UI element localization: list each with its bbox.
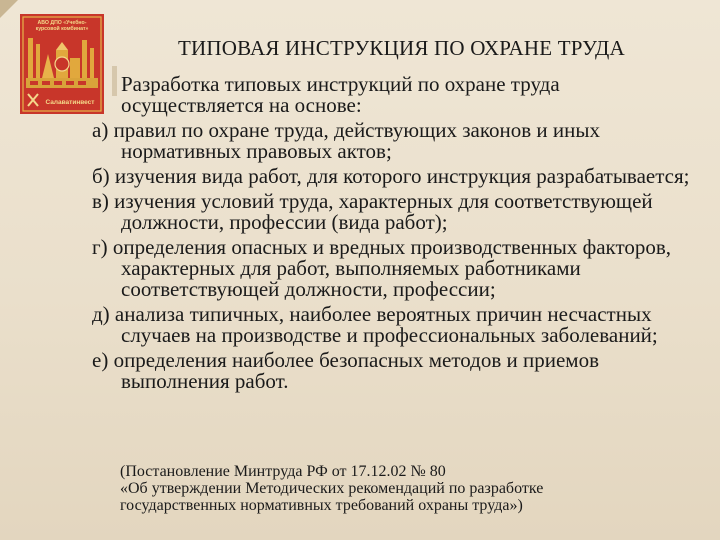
corner-decoration (0, 0, 18, 18)
citation-line-2: «Об утверждении Методических рекомендаций по разработке (120, 480, 544, 497)
slide-title: ТИПОВАЯ ИНСТРУКЦИЯ ПО ОХРАНЕ ТРУДА (178, 36, 625, 60)
body-text (92, 74, 702, 396)
intro-paragraph: Разработка типовых инструкций по охране труда осуществляется на основе: (121, 72, 560, 117)
list-item-c: в) изучения условий труда, характерных для соответствующей должности, профессии (вида работ); (92, 189, 653, 234)
list-item-e: д) анализа типичных, наиболее вероятных причин несчастных случаев на производстве и профессиональных заболеваний; (92, 302, 658, 347)
item-list (92, 120, 702, 392)
citation-line-3: государственных нормативных требований охраны труда») (120, 497, 523, 514)
list-item-d: г) определения опасных и вредных производственных факторов, характерных для работ, выполняемых работниками соответствующей должности, профессии; (92, 235, 672, 301)
citation-line-1: (Постановление Минтруда РФ от 17.12.02 № 80 (120, 463, 446, 480)
logo-bottom-text: Салаватинвест (45, 99, 95, 106)
list-item-b: б) изучения вида работ, для которого инструкция разрабатывается; (92, 164, 690, 188)
logo-top-text-2: курсовой комбинат» (35, 26, 89, 32)
citation (120, 463, 710, 514)
list-item-f: е) определения наиболее безопасных методов и приемов выполнения работ. (92, 348, 599, 393)
logo-top-text-1: АВО ДПО «Учебно- (37, 20, 87, 26)
list-item-a: а) правил по охране труда, действующих законов и иных нормативных правовых актов; (92, 118, 600, 163)
